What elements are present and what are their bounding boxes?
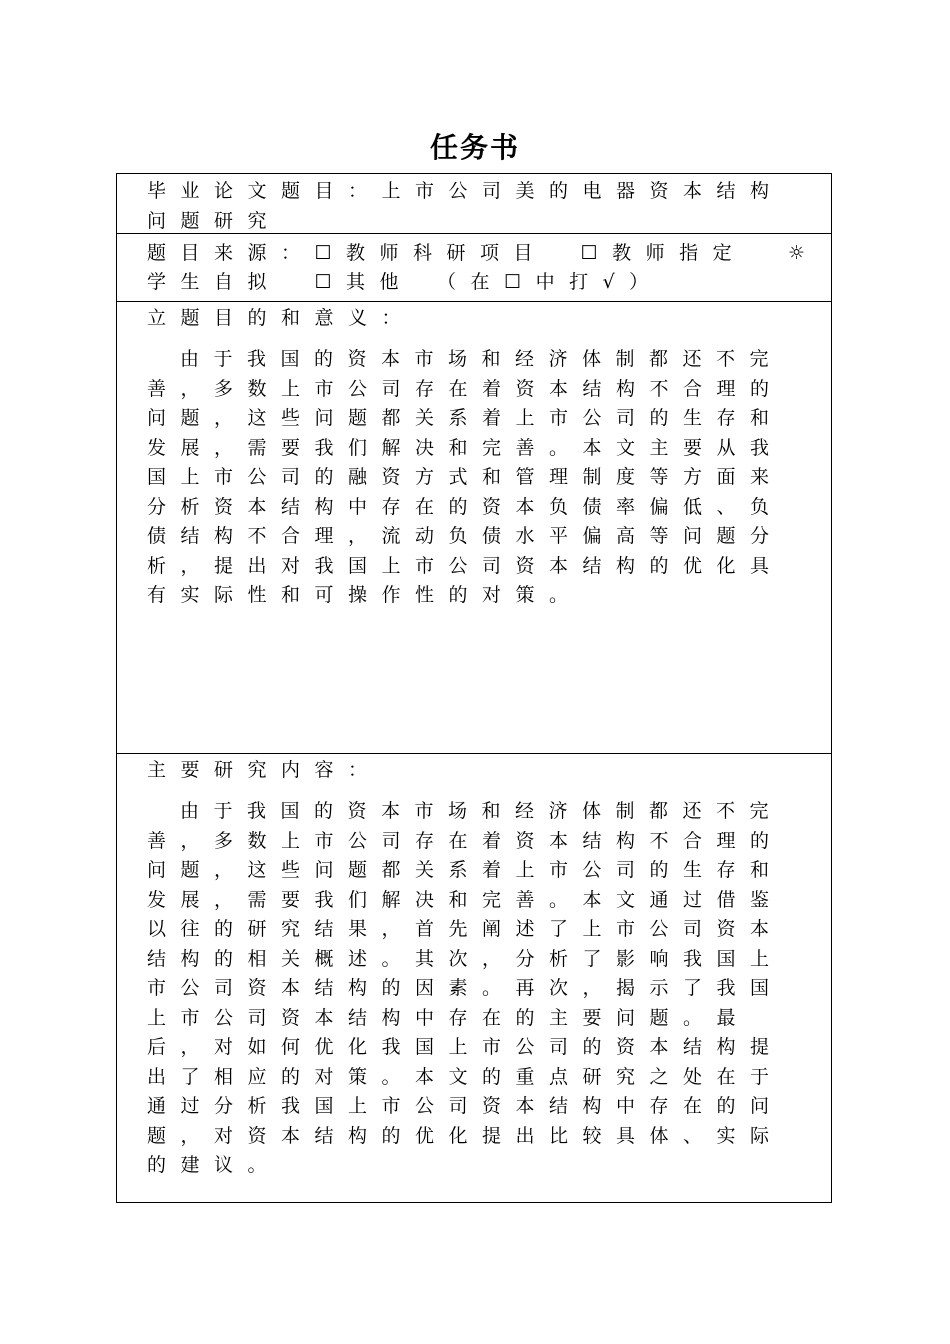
task-form-table [116, 173, 832, 1203]
topic-source-line-1: 题目来源：☐教师科研项目 ☐教师指定 [147, 242, 747, 264]
thesis-title-value: 上市公司美的电器资本结构问题研究 [147, 180, 784, 232]
thesis-title-row [117, 174, 831, 234]
content-paragraph: 由于我国的资本市场和经济体制都还不完善，多数上市公司存在着资本结构不合理的问题，这些问题都关系着上市公司的生存和发展，需要我们解决和完善。本文通过借鉴以往的研究结果，首先阐述了上市公司资本结构的相关概述。其次，分析了影响我国上市公司资本结构的因素。再次，揭示了我国上市公司资本结构中存在的主要问题。最后，对如何优化我国上市公司的资本结构提出了相应的对策。本文的重点研究之处在于通过分析我国上市公司资本结构中存在的问题，对资本结构的优化提出比较具体、实际的建议。 [147, 800, 784, 1176]
thesis-title-text [147, 177, 813, 236]
purpose-row [117, 302, 831, 754]
selected-option-marker-icon: ☼ [787, 242, 805, 264]
purpose-paragraph: 由于我国的资本市场和经济体制都还不完善，多数上市公司存在着资本结构不合理的问题，这些问题都关系着上市公司的生存和发展，需要我们解决和完善。本文主要从我国上市公司的融资方式和管理制度等方面来分析资本结构中存在的资本负债率偏低、负债结构不合理，流动负债水平偏高等问题分析，提出对我国上市公司资本结构的优化具有实际性和可操作性的对策。 [147, 348, 784, 606]
content-heading: 主要研究内容： [147, 759, 382, 781]
content-row [117, 754, 831, 1202]
purpose-heading: 立题目的和意义： [147, 307, 416, 329]
document-title: 任务书 [429, 131, 520, 164]
thesis-title-label: 毕业论文题目： [147, 180, 382, 202]
topic-source-row [117, 234, 831, 302]
topic-source-line-2: 学生自拟 ☐其他 （在☐中打√） [147, 271, 663, 293]
